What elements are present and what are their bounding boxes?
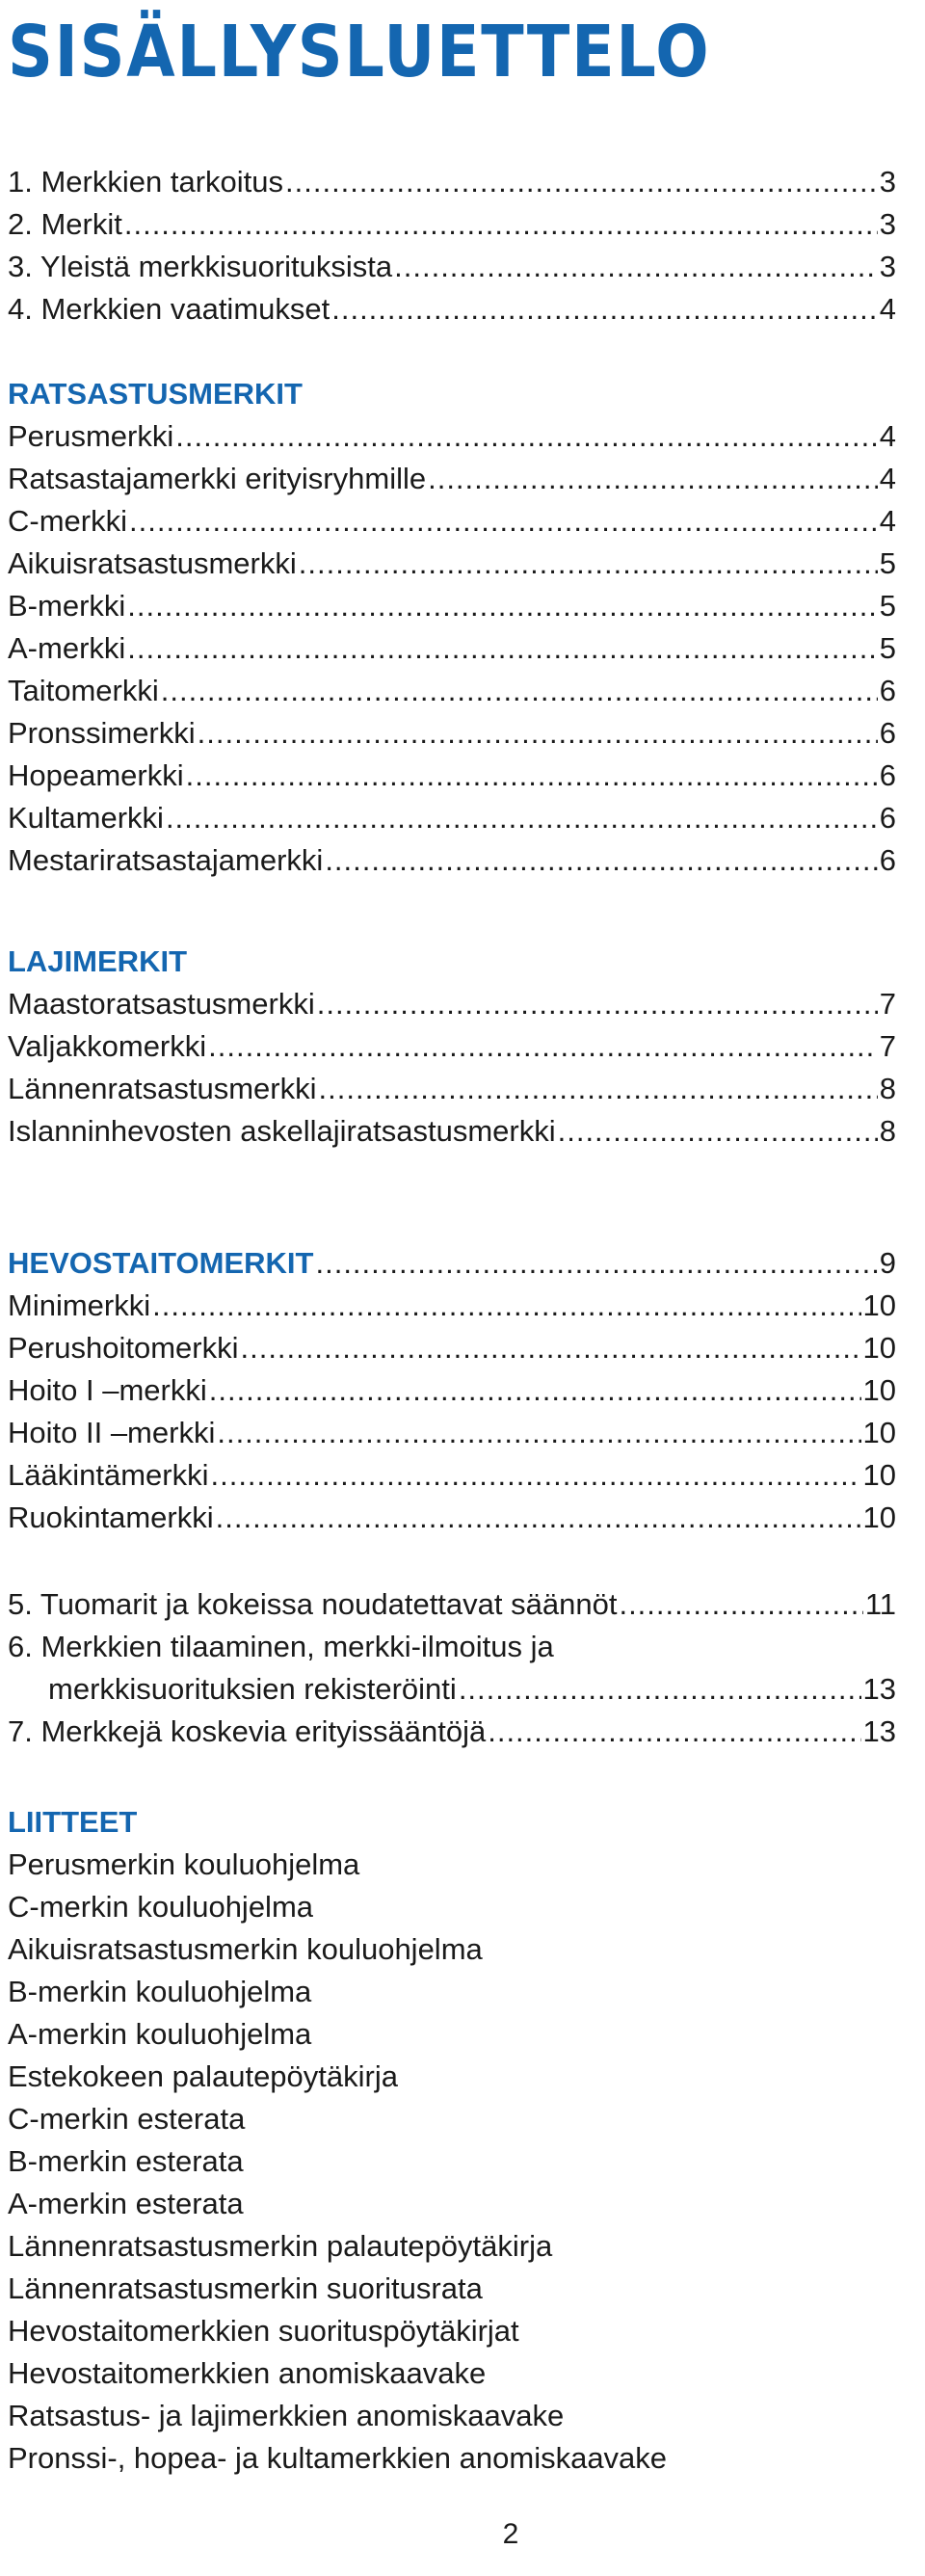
- toc-entry-label: Pronssimerkki: [8, 716, 196, 750]
- toc-entry-page: 4: [879, 504, 896, 538]
- toc-entry-label: Kultamerkki: [8, 801, 164, 835]
- dot-leader: [240, 1327, 860, 1369]
- toc-entry: [8, 712, 896, 755]
- dot-leader: [319, 1068, 878, 1110]
- toc-entry-page: 6: [879, 716, 896, 750]
- appendix-item: Perusmerkin kouluohjelma: [8, 1847, 360, 1881]
- appendix-item: B-merkin kouluohjelma: [8, 1975, 312, 2008]
- appendix-item: Lännenratsastusmerkin palautepöytäkirja: [8, 2229, 553, 2263]
- toc-entry-label: Perushoitomerkki: [8, 1331, 239, 1365]
- toc-entry: [8, 1583, 896, 1626]
- toc-entry: [8, 585, 896, 627]
- toc-entry-page: 5: [879, 631, 896, 665]
- toc-entry-page: 13: [862, 1714, 896, 1748]
- toc-entry: [8, 1285, 896, 1327]
- toc-entry-page: 13: [862, 1672, 896, 1706]
- dot-leader: [186, 755, 878, 797]
- appendix-item: B-merkin esterata: [8, 2144, 244, 2178]
- toc-entry: [8, 755, 896, 797]
- dot-leader: [161, 670, 878, 712]
- toc-entry-page: 8: [879, 1114, 896, 1148]
- toc-entry-page: 3: [879, 165, 896, 199]
- dot-leader: [315, 1242, 877, 1285]
- section-heading-ratsastusmerkit: RATSASTUSMERKIT: [8, 377, 303, 411]
- toc-entry-label: Ruokintamerkki: [8, 1500, 214, 1534]
- toc-entry-label: 7. Merkkejä koskevia erityissääntöjä: [8, 1714, 487, 1748]
- toc-entry-label: Lännenratsastusmerkki: [8, 1072, 317, 1105]
- toc-entry: [8, 203, 896, 246]
- toc-entry-label: Minimerkki: [8, 1288, 151, 1322]
- toc-entry-page: 3: [879, 207, 896, 241]
- toc-entry-label: 1. Merkkien tarkoitus: [8, 165, 283, 199]
- toc-entry: [48, 1668, 896, 1711]
- toc-entry-label: Mestariratsastajamerkki: [8, 843, 324, 877]
- page-number: 2: [502, 2518, 519, 2550]
- toc-entry-label: Perusmerkki: [8, 419, 174, 453]
- dot-leader: [488, 1711, 860, 1753]
- toc-entry: [8, 161, 896, 203]
- toc-entry-page: 7: [879, 987, 896, 1021]
- toc-entry-label: Maastoratsastusmerkki: [8, 987, 315, 1021]
- appendix-item: A-merkin kouluohjelma: [8, 2017, 312, 2051]
- dot-leader: [459, 1668, 861, 1711]
- appendix-item: C-merkin kouluohjelma: [8, 1890, 314, 1924]
- toc-entry: [8, 1711, 896, 1753]
- dot-leader: [216, 1497, 861, 1539]
- toc-entry-label: Hopeamerkki: [8, 758, 184, 792]
- toc-entry-page: 10: [862, 1416, 896, 1449]
- toc-entry-page: 10: [862, 1458, 896, 1492]
- dot-leader: [299, 543, 878, 585]
- appendix-item: Pronssi-, hopea- ja kultamerkkien anomiskaavake: [8, 2441, 668, 2475]
- dot-leader: [127, 627, 877, 670]
- toc-entry: [8, 543, 896, 585]
- dot-leader: [209, 1369, 861, 1412]
- section-heading-hevostaitomerkit: HEVOSTAITOMERKIT: [8, 1246, 314, 1280]
- dot-leader: [127, 585, 877, 627]
- toc-entry: [8, 415, 896, 458]
- toc-entry: [8, 983, 896, 1025]
- dot-leader: [285, 161, 878, 203]
- toc-entry-page: 10: [862, 1373, 896, 1407]
- toc-entry: [8, 670, 896, 712]
- toc-entry-label: merkkisuorituksien rekisteröinti: [48, 1672, 457, 1706]
- toc-entry-label: 3. Yleistä merkkisuorituksista: [8, 250, 393, 283]
- appendix-item: Lännenratsastusmerkin suoritusrata: [8, 2271, 483, 2305]
- dot-leader: [558, 1110, 878, 1153]
- dot-leader: [394, 246, 878, 288]
- toc-entry-page: 7: [879, 1029, 896, 1063]
- toc-entry-page: 4: [879, 292, 896, 326]
- dot-leader: [152, 1285, 860, 1327]
- toc-entry: [8, 627, 896, 670]
- toc-entry-page: 10: [862, 1288, 896, 1322]
- toc-entry: [8, 839, 896, 882]
- toc-entry-label: Islanninhevosten askellajiratsastusmerkki: [8, 1114, 556, 1148]
- toc-entry-page: 6: [879, 843, 896, 877]
- toc-entry: [8, 1327, 896, 1369]
- toc-entry-page: 5: [879, 546, 896, 580]
- appendix-item: Aikuisratsastusmerkin kouluohjelma: [8, 1932, 483, 1966]
- dot-leader: [210, 1454, 860, 1497]
- toc-entry-label: 4. Merkkien vaatimukset: [8, 292, 330, 326]
- dot-leader: [175, 415, 877, 458]
- toc-entry: [8, 458, 896, 500]
- toc-entry-page: 10: [862, 1331, 896, 1365]
- toc-entry-label: Taitomerkki: [8, 674, 159, 707]
- section-heading-lajimerkit: LAJIMERKIT: [8, 944, 187, 978]
- dot-leader: [428, 458, 878, 500]
- appendix-item: Estekokeen palautepöytäkirja: [8, 2059, 398, 2093]
- toc-entry: [8, 246, 896, 288]
- toc-entry-label: A-merkki: [8, 631, 126, 665]
- toc-entry-label: B-merkki: [8, 589, 126, 623]
- toc-entry-hevostaitomerkit: [8, 1242, 896, 1285]
- toc-entry-page: 4: [879, 462, 896, 495]
- toc-entry-page: 4: [879, 419, 896, 453]
- toc-entry-label: C-merkki: [8, 504, 127, 538]
- toc-entry-label: Valjakkomerkki: [8, 1029, 207, 1063]
- appendix-item: C-merkin esterata: [8, 2102, 246, 2136]
- toc-entry-label: Hoito II –merkki: [8, 1416, 216, 1449]
- dot-leader: [129, 500, 878, 543]
- toc-entry: [8, 1412, 896, 1454]
- toc-entry-label: Hoito I –merkki: [8, 1373, 207, 1407]
- dot-leader: [317, 983, 878, 1025]
- toc-entry-label: Lääkintämerkki: [8, 1458, 209, 1492]
- appendix-item: Ratsastus- ja lajimerkkien anomiskaavake: [8, 2399, 565, 2432]
- toc-entry-page: 8: [879, 1072, 896, 1105]
- dot-leader: [325, 839, 877, 882]
- toc-entry-page: 5: [879, 589, 896, 623]
- toc-entry: [8, 500, 896, 543]
- toc-entry-label: 2. Merkit: [8, 207, 122, 241]
- toc-entry-label: 5. Tuomarit ja kokeissa noudatettavat säännöt: [8, 1587, 618, 1621]
- dot-leader: [619, 1583, 862, 1626]
- toc-entry: [8, 288, 896, 331]
- dot-leader: [166, 797, 878, 839]
- dot-leader: [208, 1025, 878, 1068]
- toc-entry: [8, 1369, 896, 1412]
- toc-entry-page: 6: [879, 674, 896, 707]
- toc-entry: [8, 797, 896, 839]
- appendix-item: Hevostaitomerkkien suorituspöytäkirjat: [8, 2314, 519, 2348]
- toc-entry: [8, 1454, 896, 1497]
- page-title: SISÄLLYSLUETTELO: [8, 11, 711, 93]
- section-heading-liitteet: LIITTEET: [8, 1805, 138, 1839]
- appendix-item: Hevostaitomerkkien anomiskaavake: [8, 2356, 487, 2390]
- toc-entry: [8, 1068, 896, 1110]
- toc-entry-page: 11: [864, 1587, 896, 1621]
- toc-entry-label: Ratsastajamerkki erityisryhmille: [8, 462, 427, 495]
- appendix-item: A-merkin esterata: [8, 2187, 244, 2220]
- toc-entry-page: 6: [879, 758, 896, 792]
- toc-entry-page: 3: [879, 250, 896, 283]
- toc-entry-label: Aikuisratsastusmerkki: [8, 546, 297, 580]
- toc-entry-page: 9: [879, 1246, 896, 1280]
- toc-entry-page: 10: [862, 1500, 896, 1534]
- dot-leader: [331, 288, 878, 331]
- dot-leader: [217, 1412, 860, 1454]
- dot-leader: [198, 712, 878, 755]
- toc-entry: [8, 1025, 896, 1068]
- toc-entry-label: 6. Merkkien tilaaminen, merkki-ilmoitus ja: [8, 1630, 554, 1663]
- dot-leader: [124, 203, 878, 246]
- toc-entry-page: 6: [879, 801, 896, 835]
- toc-entry: [8, 1110, 896, 1153]
- toc-entry: [8, 1497, 896, 1539]
